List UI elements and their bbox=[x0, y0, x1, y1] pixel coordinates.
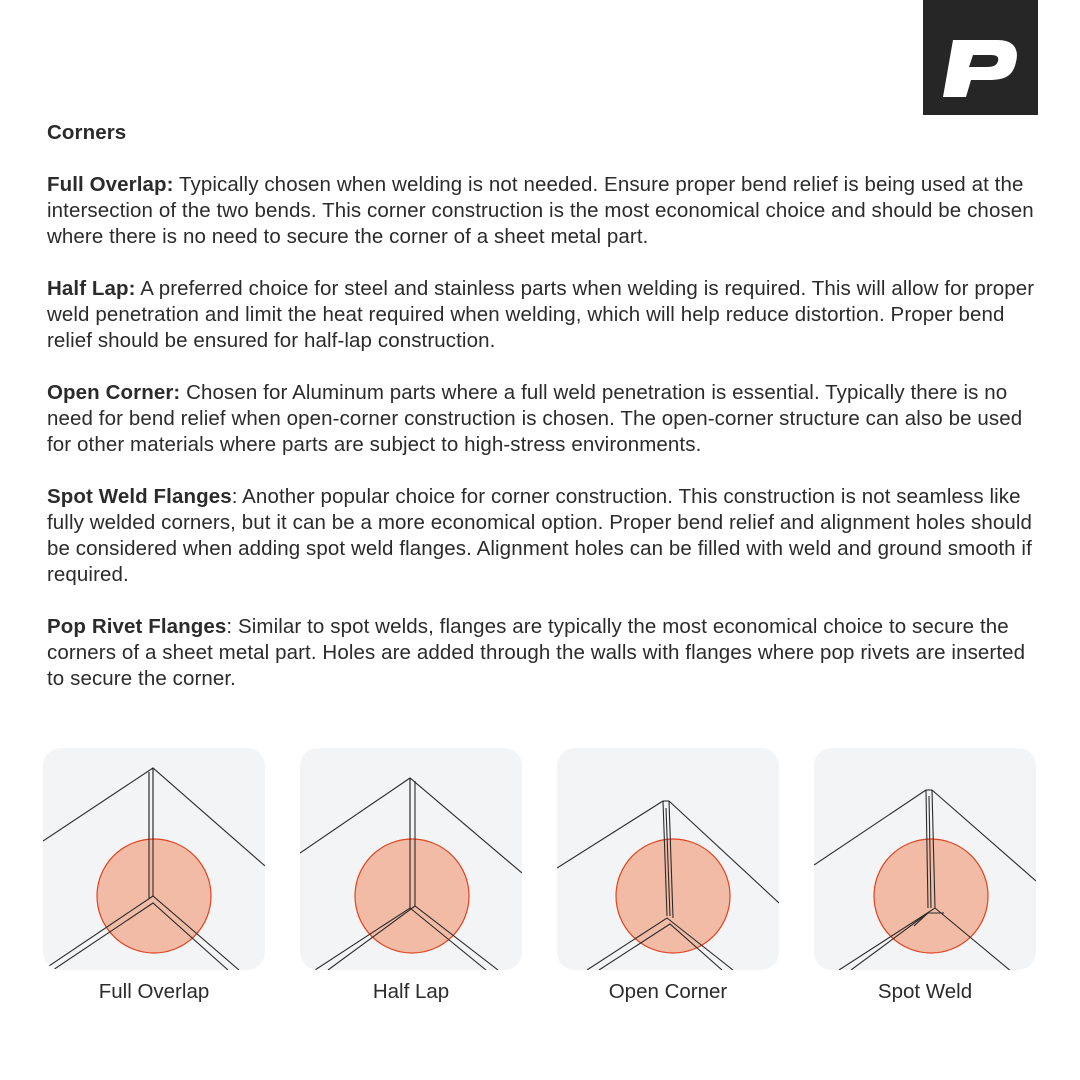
diagram-half-lap bbox=[300, 748, 522, 970]
diagram-card-full-overlap bbox=[43, 748, 265, 1005]
paragraph-full-overlap bbox=[47, 172, 1047, 250]
term-open-corner: Open Corner: bbox=[47, 381, 181, 404]
diagram-caption: Open Corner bbox=[608, 980, 728, 1003]
desc-spot-weld-flanges: : Another popular choice for corner construction. This construction is not seamless like fully welded corners, but it can be a more economical option. Proper bend relief and alignment holes should be considered when adding spot weld flanges. Alignment holes can be filled with weld and ground smooth if required. bbox=[47, 485, 1033, 586]
document-body bbox=[47, 120, 1047, 692]
diagram-card-half-lap bbox=[300, 748, 522, 1005]
desc-full-overlap: Typically chosen when welding is not needed. Ensure proper bend relief is being used at the intersection of the two bends. This corner construction is the most economical choice and should be chosen where there is no need to secure the corner of a sheet metal part. bbox=[47, 173, 1034, 248]
term-full-overlap: Full Overlap: bbox=[47, 173, 174, 196]
diagram-caption: Spot Weld bbox=[877, 980, 973, 1003]
term-half-lap: Half Lap: bbox=[47, 277, 136, 300]
paragraph-half-lap bbox=[47, 276, 1047, 354]
diagram-spot-weld bbox=[814, 748, 1036, 970]
desc-half-lap: A preferred choice for steel and stainless parts when welding is required. This will allow for proper weld penetration and limit the heat required when welding, which will help reduce distortion. Proper bend relief should be ensured for half-lap construction. bbox=[47, 277, 1035, 352]
desc-open-corner: Chosen for Aluminum parts where a full weld penetration is essential. Typically there is no need for bend relief when open-corner construction is chosen. The open-corner structure can also be used for other materials where parts are subject to high-stress environments. bbox=[47, 381, 1023, 456]
brand-logo bbox=[923, 0, 1038, 115]
term-spot-weld-flanges: Spot Weld Flanges bbox=[47, 485, 232, 508]
section-title: Corners bbox=[47, 121, 127, 144]
paragraph-pop-rivet-flanges bbox=[47, 614, 1047, 692]
term-pop-rivet-flanges: Pop Rivet Flanges bbox=[47, 615, 227, 638]
diagram-card-spot-weld bbox=[814, 748, 1036, 1005]
desc-pop-rivet-flanges: : Similar to spot welds, flanges are typically the most economical choice to secure the corners of a sheet metal part. Holes are added through the walls with flanges where pop rivets are inserted to secure the corner. bbox=[47, 615, 1026, 690]
diagram-open-corner bbox=[557, 748, 779, 970]
corner-diagrams bbox=[43, 748, 1038, 1008]
diagram-card-open-corner bbox=[557, 748, 779, 1005]
paragraph-open-corner bbox=[47, 380, 1047, 458]
paragraph-spot-weld-flanges bbox=[47, 484, 1047, 588]
diagram-full-overlap bbox=[43, 748, 265, 970]
diagram-caption: Full Overlap bbox=[98, 980, 210, 1003]
diagram-caption: Half Lap bbox=[372, 980, 450, 1003]
p-logo-icon bbox=[923, 0, 1038, 115]
